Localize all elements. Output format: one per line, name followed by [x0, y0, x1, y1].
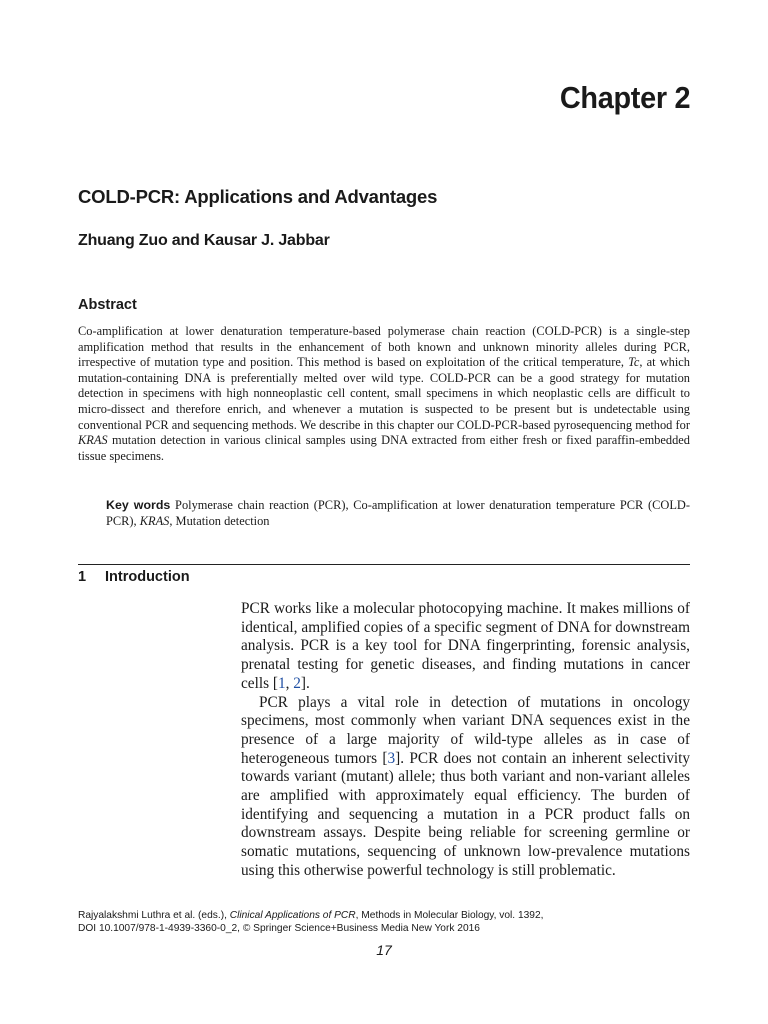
paragraph	[241, 694, 690, 881]
keywords-text: , Mutation detection	[169, 514, 270, 528]
citation-link[interactable]: 2	[293, 674, 301, 692]
footnote-book-title: Clinical Applications of PCR	[229, 910, 356, 921]
section-heading	[78, 569, 190, 585]
footnote-doi: DOI 10.1007/978-1-4939-3360-0_2, © Springer Science+Business Media New York 2016	[78, 922, 480, 934]
page-number: 17	[376, 942, 392, 958]
keywords-text: Polymerase chain reaction (PCR), Co-amplification at lower denaturation temperature PCR (COLD-PCR),	[106, 498, 690, 528]
introduction-body	[241, 600, 690, 881]
abstract-text: Co-amplification at lower denaturation temperature-based polymerase chain reaction (COLD-PCR) is a single-step amplification method that results in the enhancement of both known and unknown minority alleles during PCR, irrespective of mutation type and position. This method is based on exploitation of the critical temperature,	[78, 324, 690, 370]
footnote-text: Rajyalakshmi Luthra et al. (eds.),	[78, 910, 230, 921]
abstract-tc-term: Tc	[628, 355, 640, 370]
paragraph-text: ].	[300, 674, 310, 692]
abstract-heading: Abstract	[78, 297, 137, 313]
paragraph	[241, 600, 690, 694]
paragraph-text: PCR plays a vital role in detection of mutations in oncology specimens, most commonly when variant DNA sequences exist in the presence of a large majority of wild-type alleles as in case of heterogeneous tumors [	[241, 693, 690, 767]
section-divider	[78, 564, 690, 565]
abstract-text: , at which mutation-containing DNA is preferentially melted over wild type. COLD-PCR can be a good strategy for mutation detection in specimens with high nonneoplastic cell content, small specimens in which neoplastic cells are difficult to micro-dissect and therefore enrich, and whenever a mutation is suspected to be present but is undetectable using conventional PCR and sequencing methods. We describe in this chapter our COLD-PCR-based pyrosequencing method for	[78, 355, 690, 432]
section-number: 1	[78, 569, 87, 585]
section-title: Introduction	[105, 569, 190, 585]
abstract-text: mutation detection in various clinical samples using DNA extracted from either fresh or fixed paraffin-embedded tissue specimens.	[78, 433, 690, 463]
keywords	[106, 497, 690, 529]
abstract-body	[78, 324, 690, 464]
paragraph-text: PCR works like a molecular photocopying machine. It makes millions of identical, amplified copies of a specific segment of DNA for downstream analysis. PCR is a key tool for DNA fingerprinting, forensic analysis, prenatal testing for genetic diseases, and finding mutations in cancer cells [	[241, 600, 690, 692]
chapter-label: Chapter 2	[559, 80, 690, 115]
citation-link[interactable]: 3	[387, 749, 396, 767]
citation-separator: ,	[285, 674, 294, 692]
citation-link[interactable]: 1	[277, 674, 286, 692]
footnote-text: , Methods in Molecular Biology, vol. 1392,	[355, 910, 544, 921]
chapter-title: COLD-PCR: Applications and Advantages	[78, 186, 438, 207]
paragraph-text: ]. PCR does not contain an inherent selectivity towards variant (mutant) allele; thus both variant and non-variant alleles are amplified with approximately equal efficiency. The burden of identifying and sequencing a mutation in a PCR product falls on downstream assays. Despite being reliable for screening germline or somatic mutations, sequencing of unknown low-prevalence mutations using this otherwise powerful technology is still problematic.	[241, 749, 690, 879]
keywords-gene-term: KRAS	[139, 514, 170, 528]
footnote	[78, 910, 690, 936]
keywords-label: Key words	[106, 498, 171, 512]
author-list: Zhuang Zuo and Kausar J. Jabbar	[78, 232, 330, 249]
abstract-gene-term: KRAS	[78, 433, 108, 448]
